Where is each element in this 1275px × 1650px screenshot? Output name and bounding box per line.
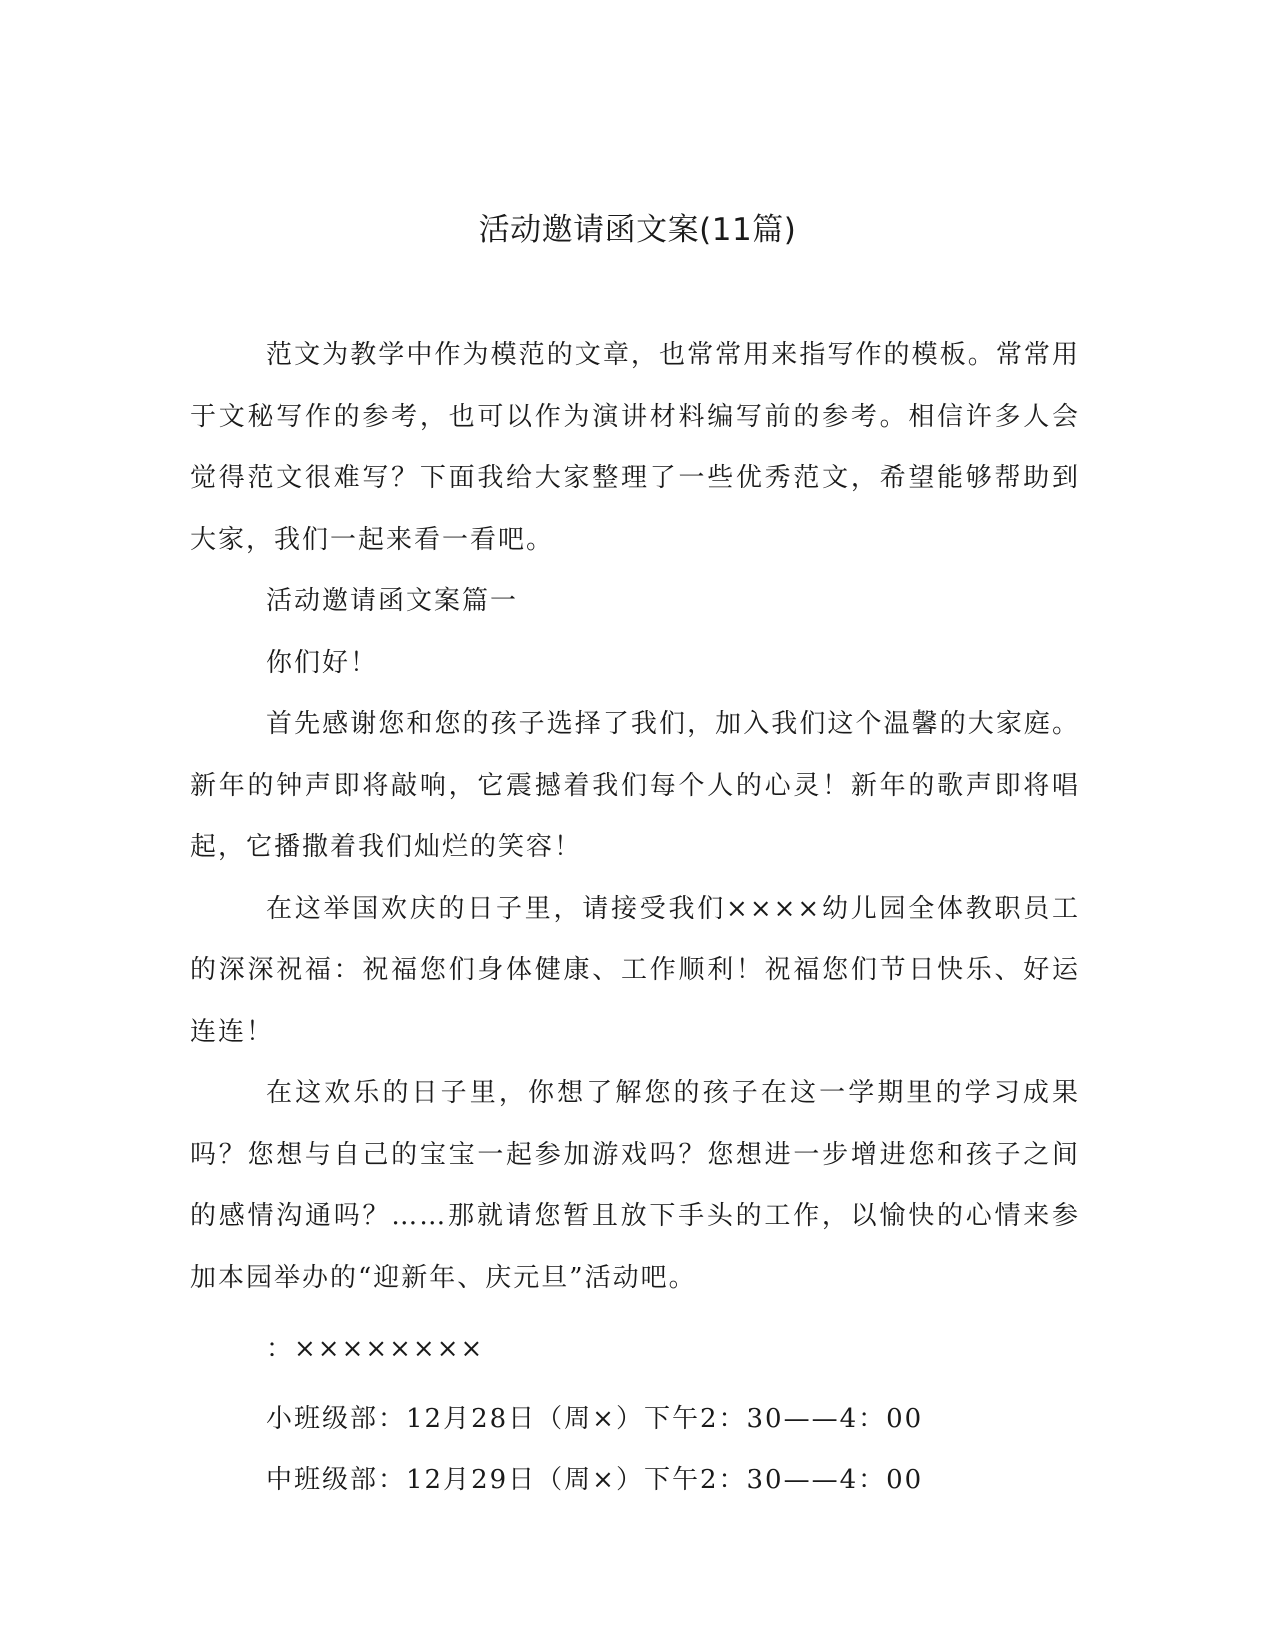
body-paragraph: 首先感谢您和您的孩子选择了我们，加入我们这个温馨的大家庭。新年的钟声即将敲响，它震撼着我们每个人的心灵！新年的歌声即将唱起，它播撒着我们灿烂的笑容！ [190,709,1080,862]
body-paragraph: 在这欢乐的日子里，你想了解您的孩子在这一学期里的学习成果吗？您想与自己的宝宝一起参加游戏吗？您想进一步增进您和孩子之间的感情沟通吗？……那就请您暂且放下手头的工作，以愉快的心情来参加本园举办的“迎新年、庆元旦”活动吧。 [190,1078,1080,1293]
schedule-line: 小班级部：12月28日（周×）下午2：30——4：00 [266,1403,924,1434]
body-paragraph: 在这举国欢庆的日子里，请接受我们××××幼儿园全体教职员工的深深祝福：祝福您们身体健康、工作顺利！祝福您们节日快乐、好运连连！ [190,893,1080,1047]
schedule-line: ：×××××××× [266,1334,485,1364]
page-title: 活动邀请函文案(11篇) [478,212,797,248]
intro-paragraph: 范文为教学中作为模范的文章，也常常用来指写作的模板。常常用于文秘写作的参考，也可以作为演讲材料编写前的参考。相信许多人会觉得范文很难写？下面我给大家整理了一些优秀范文，希望能够帮助到大家，我们一起来看一看吧。 [190,340,1080,555]
greeting-paragraph: 你们好！ [266,647,379,678]
schedule-line: 中班级部：12月29日（周×）下午2：30——4：00 [266,1465,924,1495]
document-body [190,325,1080,1512]
section-heading: 活动邀请函文案篇一 [266,586,519,616]
